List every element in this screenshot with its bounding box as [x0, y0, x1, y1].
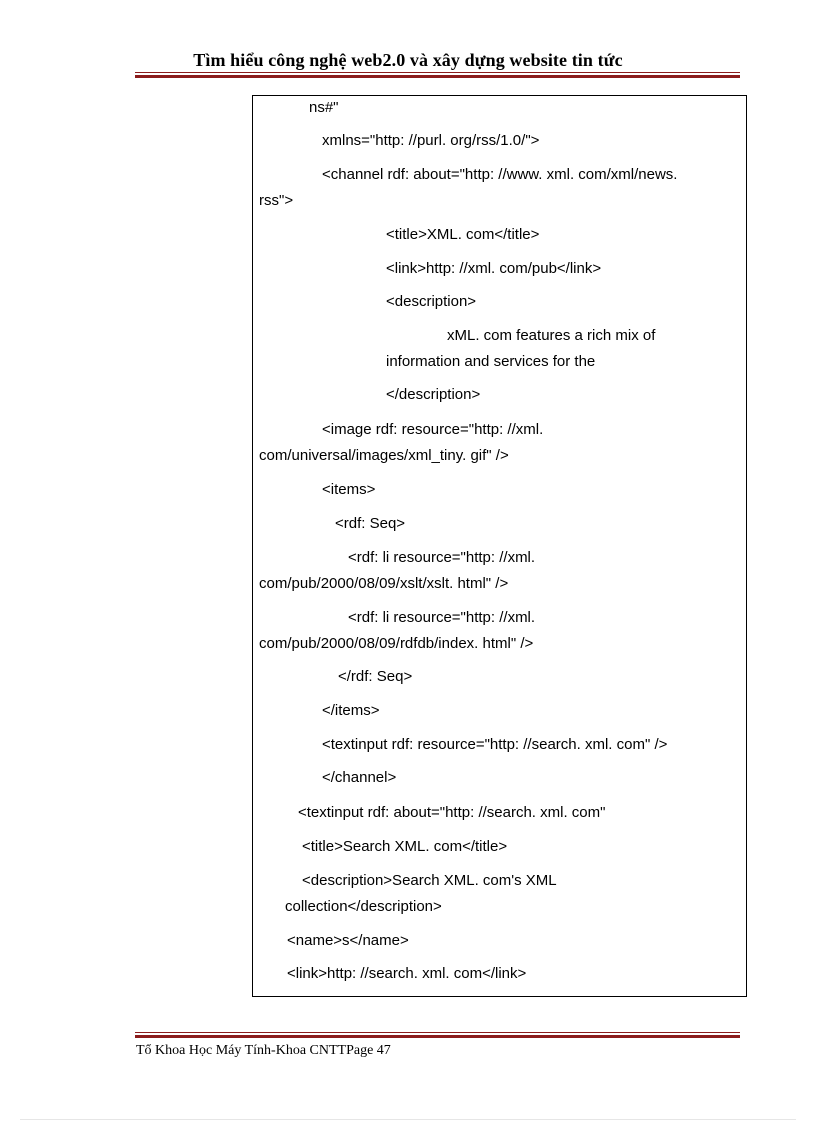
code-line: <name>s</name>	[287, 932, 409, 949]
code-line: <rdf: li resource="http: //xml.	[348, 609, 536, 626]
code-line: collection</description>	[285, 898, 442, 915]
code-line: <image rdf: resource="http: //xml.	[322, 421, 544, 438]
code-line: <title>XML. com</title>	[386, 226, 540, 243]
code-line: com/pub/2000/08/09/rdfdb/index. html" />	[259, 635, 534, 652]
code-line: <textinput rdf: about="http: //search. xml. com"	[298, 804, 606, 821]
code-line: <items>	[322, 481, 376, 498]
code-line: com/pub/2000/08/09/xslt/xslt. html" />	[259, 575, 509, 592]
code-line: </rdf: Seq>	[338, 668, 413, 685]
code-line: <channel rdf: about="http: //www. xml. com/xml/news.	[322, 166, 678, 183]
code-line: xmlns="http: //purl. org/rss/1.0/">	[322, 132, 540, 149]
code-line: </items>	[322, 702, 380, 719]
code-line: </channel>	[322, 769, 397, 786]
code-line: <link>http: //xml. com/pub</link>	[386, 260, 602, 277]
header-divider	[135, 72, 740, 78]
code-line: <rdf: li resource="http: //xml.	[348, 549, 536, 566]
page-header-title: Tìm hiểu công nghệ web2.0 và xây dựng website tin tức	[193, 50, 623, 70]
footer-divider	[135, 1032, 740, 1038]
code-line: information and services for the	[386, 353, 596, 370]
code-line: </description>	[386, 386, 481, 403]
code-line: xML. com features a rich mix of	[447, 327, 656, 344]
code-line: rss">	[259, 192, 294, 209]
code-line: <textinput rdf: resource="http: //search. xml. com" />	[322, 736, 668, 753]
page-footer: Tổ Khoa Học Máy Tính-Khoa CNTTPage 47	[136, 1043, 391, 1058]
code-line: <link>http: //search. xml. com</link>	[287, 965, 527, 982]
code-line: com/universal/images/xml_tiny. gif" />	[259, 447, 509, 464]
code-line: ns#"	[309, 99, 339, 116]
code-line: <description>Search XML. com's XML	[302, 872, 557, 889]
code-line: <description>	[386, 293, 477, 310]
code-listing-box	[252, 95, 747, 997]
code-line: <rdf: Seq>	[335, 515, 406, 532]
page-bottom-edge	[20, 1119, 796, 1120]
code-line: <title>Search XML. com</title>	[302, 838, 508, 855]
